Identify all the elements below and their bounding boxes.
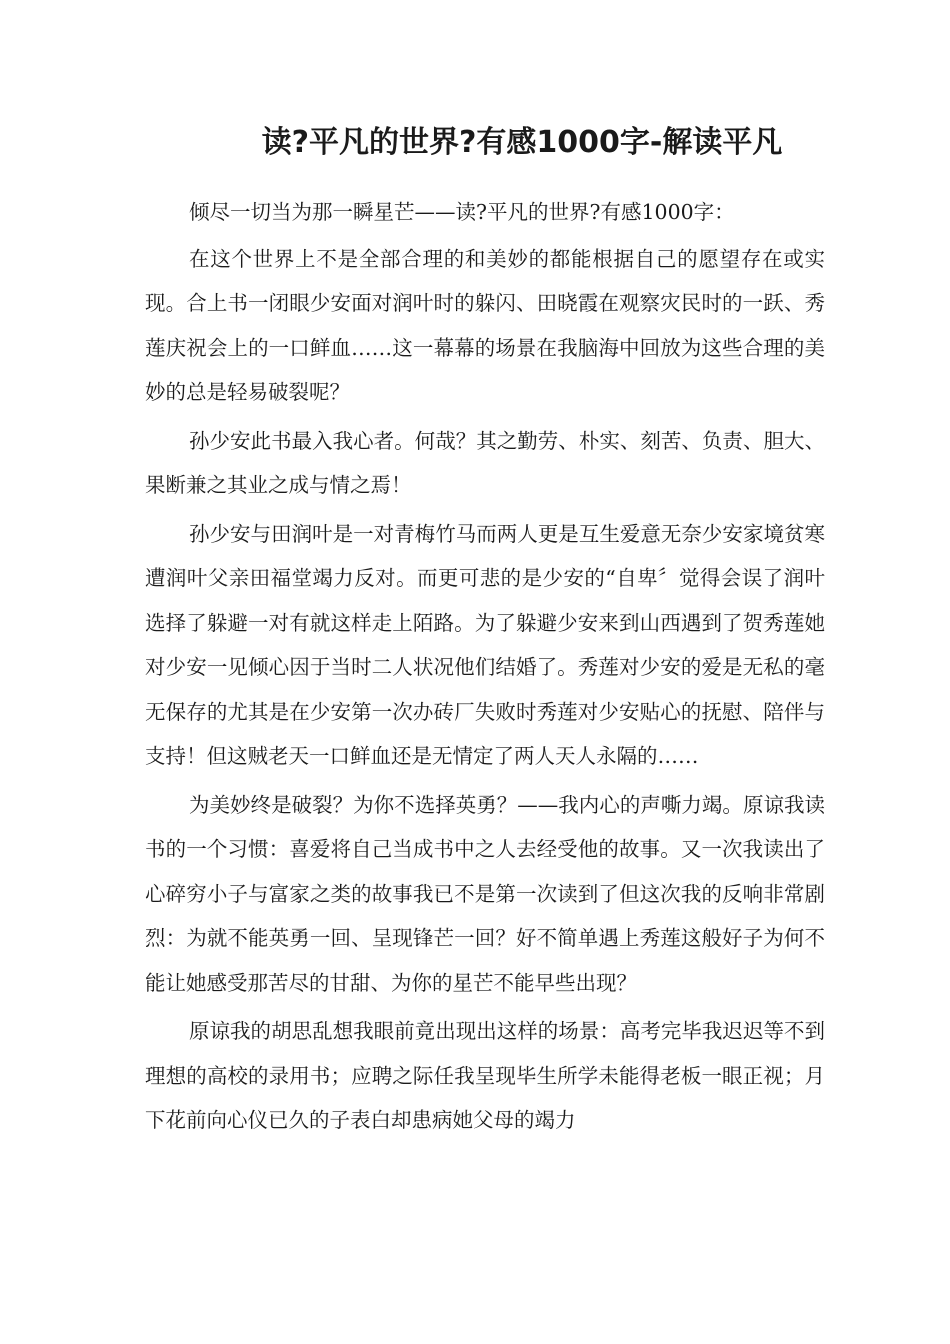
- paragraph: 在这个世界上不是全部合理的和美妙的都能根据自己的愿望存在或实现。合上书一闭眼少安面对润叶时的躲闪、田晓霞在观察灾民时的一跃、秀莲庆祝会上的一口鲜血……这一幕幕的场景在我脑海中回放为这些合理的美妙的总是轻易破裂呢？: [145, 246, 825, 404]
- document-title: 读?平凡的世界?有感1000字-解读平凡: [261, 125, 783, 160]
- paragraph: 孙少安与田润叶是一对青梅竹马而两人更是互生爱意无奈少安家境贫寒遭润叶父亲田福堂竭力反对。而更可悲的是少安的“自卑〞觉得会误了润叶选择了躲避一对有就这样走上陌路。为了躲避少安来到山西遇到了贺秀莲她对少安一见倾心因于当时二人状况他们结婚了。秀莲对少安的爱是无私的毫无保存的尤其是在少安第一次办砖厂失败时秀莲对少安贴心的抚慰、陪伴与支持！但这贼老天一口鲜血还是无情定了两人天人永隔的……: [145, 521, 825, 768]
- paragraph: 为美妙终是破裂？为你不选择英勇？——我内心的声嘶力竭。原谅我读书的一个习惯：喜爱将自己当成书中之人去经受他的故事。又一次我读出了心碎穷小子与富家之类的故事我已不是第一次读到了但这次我的反响非常剧烈：为就不能英勇一回、呈现锋芒一回？好不简单遇上秀莲这般好子为何不能让她感受那苦尽的甘甜、为你的星芒不能早些出现？: [145, 792, 825, 995]
- paragraph: 孙少安此书最入我心者。何哉？其之勤劳、朴实、刻苦、负责、胆大、果断兼之其业之成与情之焉！: [145, 428, 825, 497]
- document-body: [145, 190, 825, 1147]
- paragraph: 原谅我的胡思乱想我眼前竟出现出这样的场景：高考完毕我迟迟等不到理想的高校的录用书；应聘之际任我呈现毕生所学未能得老板一眼正视；月下花前向心仪已久的子表白却患病她父母的竭力: [145, 1019, 825, 1132]
- paragraph-intro: 倾尽一切当为那一瞬星芒——读?平凡的世界?有感1000字：: [189, 200, 735, 224]
